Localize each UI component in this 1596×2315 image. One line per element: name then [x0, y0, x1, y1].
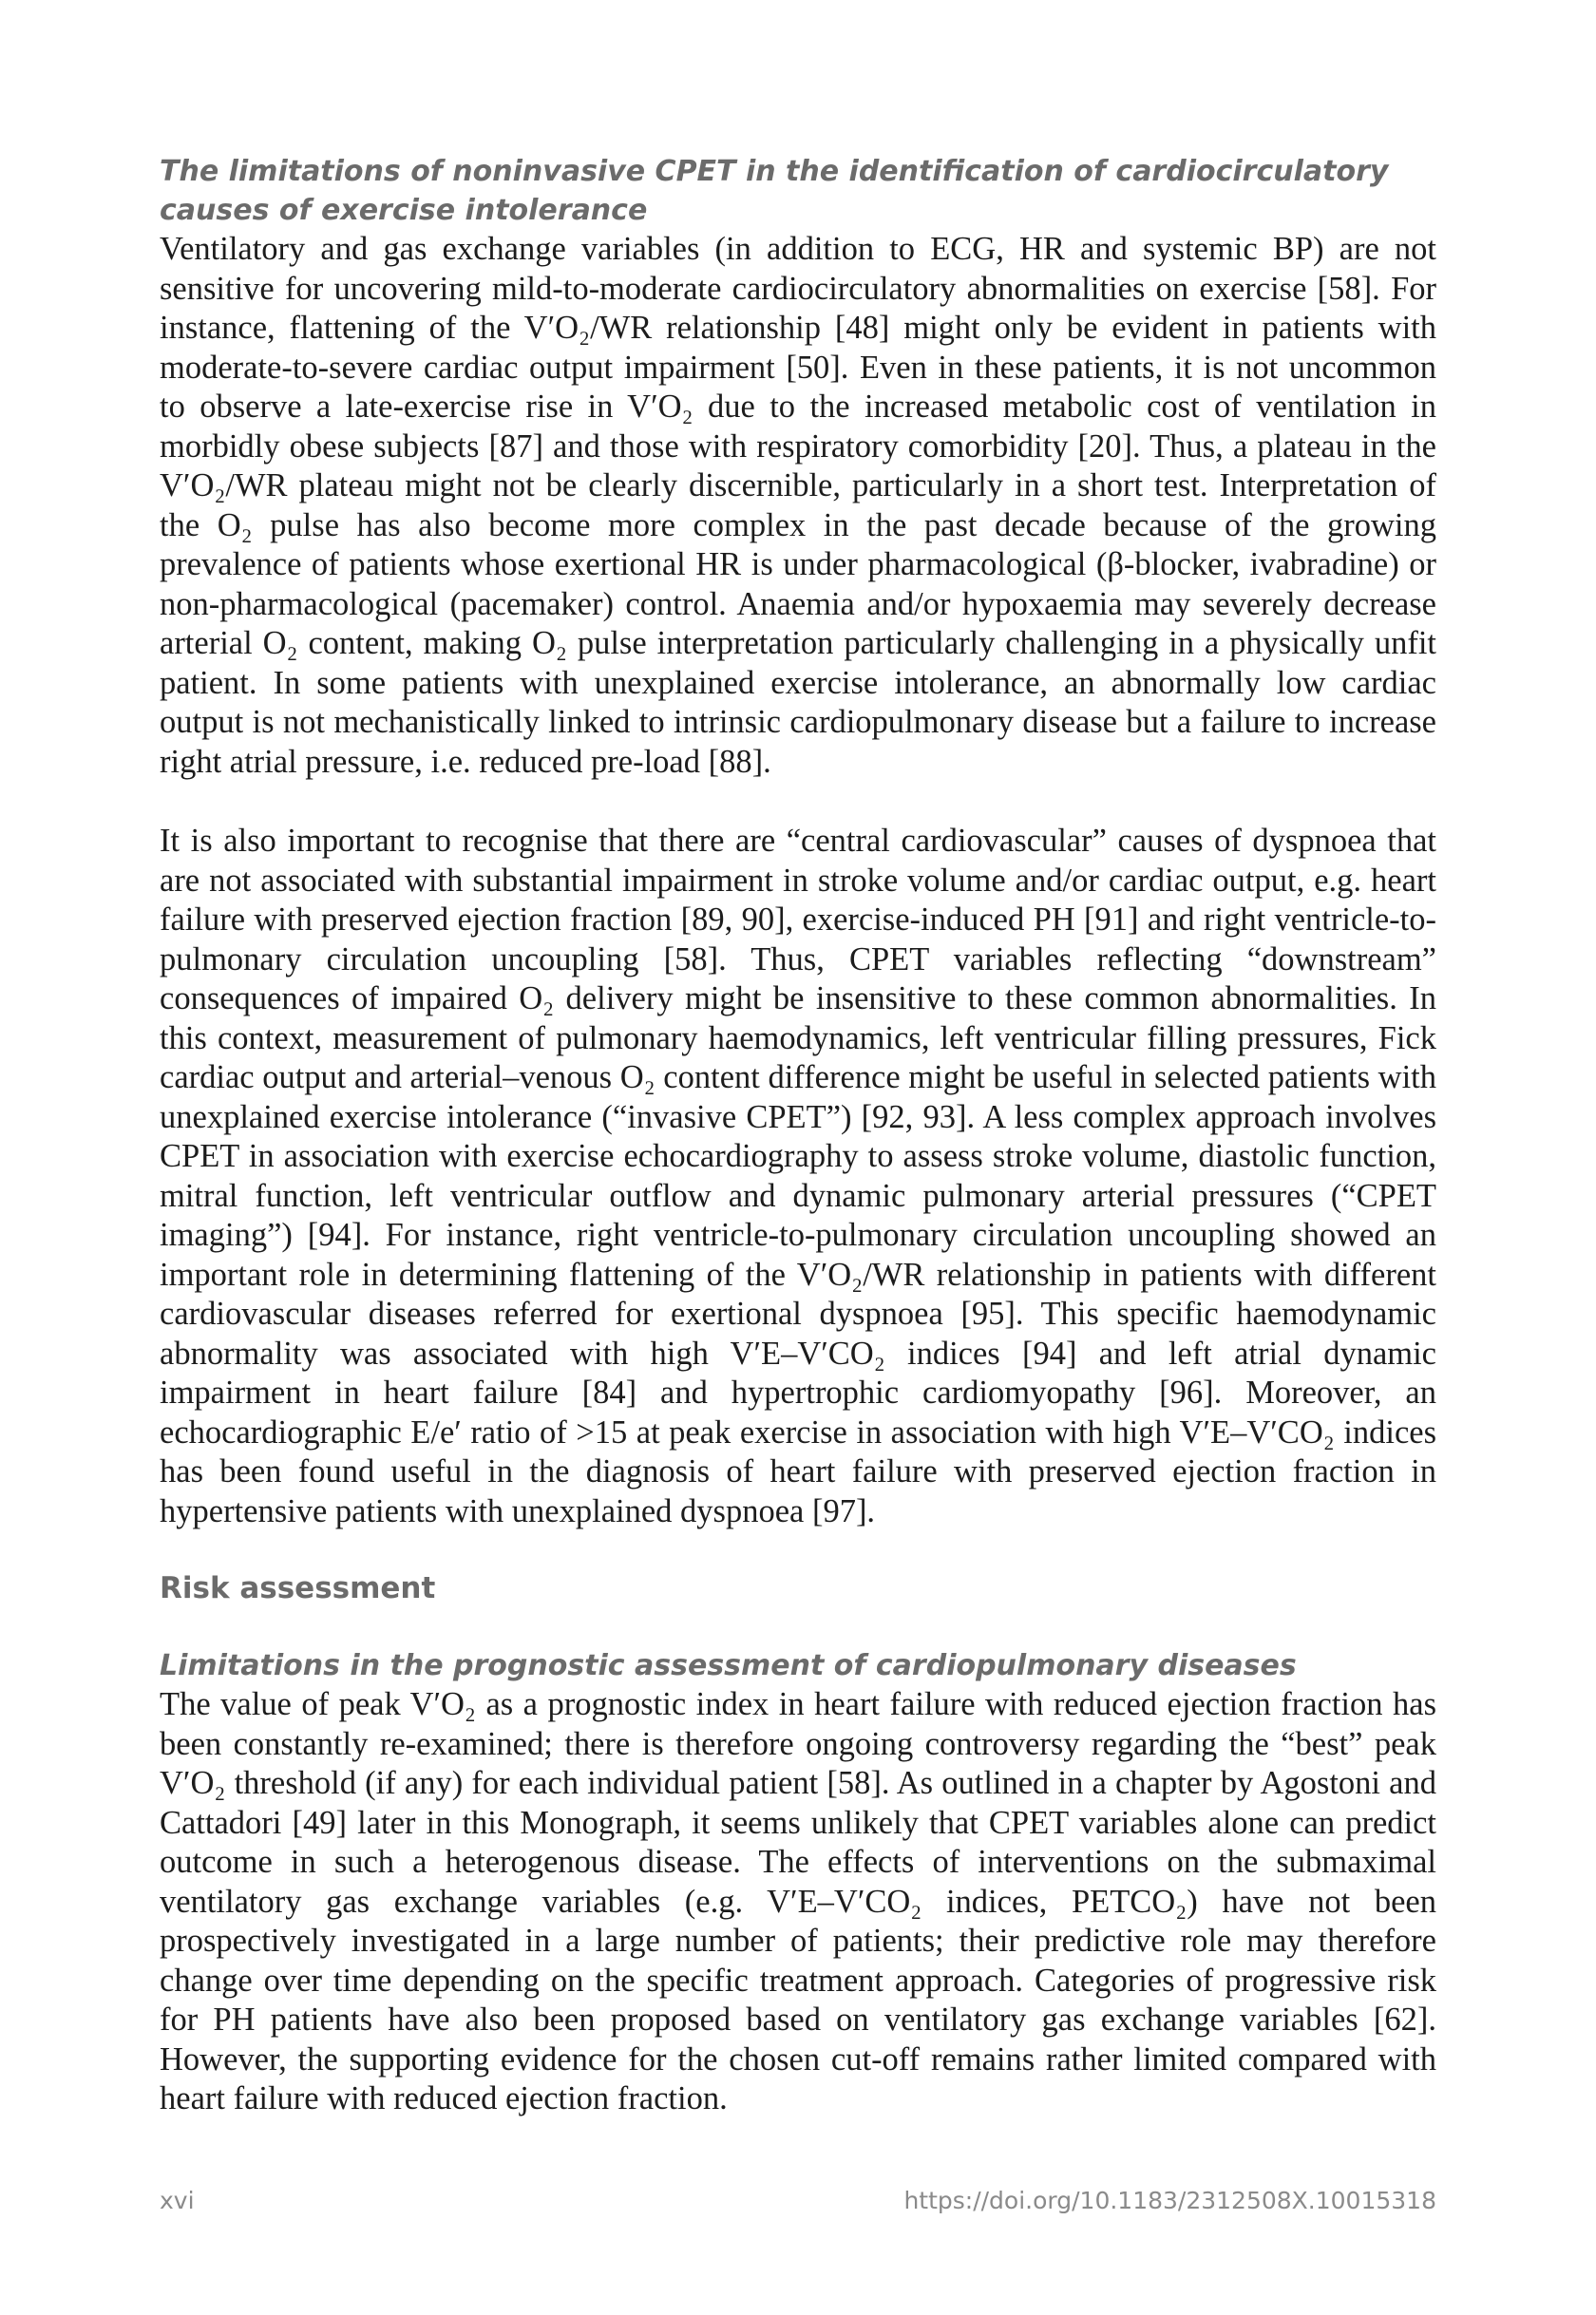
paragraph-ventilatory-variables: Ventilatory and gas exchange variables (in addition to ECG, HR and systemic BP) are not sensitive for uncovering mild-to-moderate cardiocirculatory abnormalities on exercise [58]. For instance, flattening of the V′O₂/WR relationship [48] might only be evident in patients with moderate-to-severe cardiac output impairment [50]. Even in these patients, it is not uncommon to observe a late-exercise rise in V′O₂ due to the increased metabolic cost of ventilation in morbidly obese subjects [87] and those with respiratory comorbidity [20]. Thus, a plateau in the V′O₂/WR plateau might not be clearly discernible, particularly in a short test. Interpretation of the O₂ pulse has also become more complex in the past decade because of the growing prevalence of patients whose exertional HR is under pharmacological (β-blocker, ivabradine) or non-pharmacological (pacemaker) control. Anaemia and/or hypoxaemia may severely decrease arterial O₂ content, making O₂ pulse interpretation particularly challenging in a physically unfit patient. In some patients with unexplained exercise intolerance, an abnormally low cardiac output is not mechanistically linked to intrinsic cardiopulmonary disease but a failure to increase right atrial pressure, i.e. reduced pre-load [88]. [160, 231, 1436, 780]
section-heading-risk-assessment: Risk assessment [160, 1571, 436, 1605]
paragraph-peak-vo2-prognosis: The value of peak V′O₂ as a prognostic index in heart failure with reduced ejection fraction has been constantly re-examined; there is therefore ongoing controversy regarding the “best” peak V′O₂ threshold (if any) for each individual patient [58]. As outlined in a chapter by Agostoni and Cattadori [49] later in this Monograph, it seems unlikely that CPET variables alone can predict outcome in such a heterogenous disease. The effects of interventions on the submaximal ventilatory gas exchange variables (e.g. V′E–V′CO₂ indices, PETCO₂) have not been prospectively investigated in a large number of patients; their predictive role may therefore change over time depending on the specific treatment approach. Categories of progressive risk for PH patients have also been proposed based on ventilatory gas exchange variables [62]. However, the supporting evidence for the chosen cut-off remains rather limited compared with heart failure with reduced ejection fraction. [160, 1686, 1436, 2116]
page-content [160, 152, 1436, 2119]
subheading-prognostic-limitations: Limitations in the prognostic assessment of cardiopulmonary diseases [160, 1649, 1297, 1682]
section-heading-cpet-limitations: The limitations of noninvasive CPET in the identification of cardiocirculatory causes of exercise intolerance [160, 155, 1389, 227]
paragraph-central-cardiovascular: It is also important to recognise that there are “central cardiovascular” causes of dyspnoea that are not associated with substantial impairment in stroke volume and/or cardiac output, e.g. heart failure with preserved ejection fraction [89, 90], exercise-induced PH [91] and right ventricle-to-pulmonary circulation uncoupling [58]. Thus, CPET variables reflecting “downstream” consequences of impaired O₂ delivery might be insensitive to these common abnormalities. In this context, measurement of pulmonary haemodynamics, left ventricular filling pressures, Fick cardiac output and arterial–venous O₂ content difference might be useful in selected patients with unexplained exercise intolerance (“invasive CPET”) [92, 93]. A less complex approach involves CPET in association with exercise echocardiography to assess stroke volume, diastolic function, mitral function, left ventricular outflow and dynamic pulmonary arterial pressures (“CPET imaging”) [94]. For instance, right ventricle-to-pulmonary circulation uncoupling showed an important role in determining flattening of the V′O₂/WR relationship in patients with different cardiovascular diseases referred for exertional dyspnoea [95]. This specific haemodynamic abnormality was associated with high V′E–V′CO₂ indices [94] and left atrial dynamic impairment in heart failure [84] and hypertrophic cardiomyopathy [96]. Moreover, an echocardiographic E/e′ ratio of >15 at peak exercise in association with high V′E–V′CO₂ indices has been found useful in the diagnosis of heart failure with preserved ejection fraction in hypertensive patients with unexplained dyspnoea [97]. [160, 823, 1436, 1529]
doi-link[interactable]: https://doi.org/10.1183/2312508X.10015318 [903, 2187, 1436, 2214]
page-number: xvi [160, 2187, 195, 2214]
page-footer [160, 2187, 1436, 2214]
